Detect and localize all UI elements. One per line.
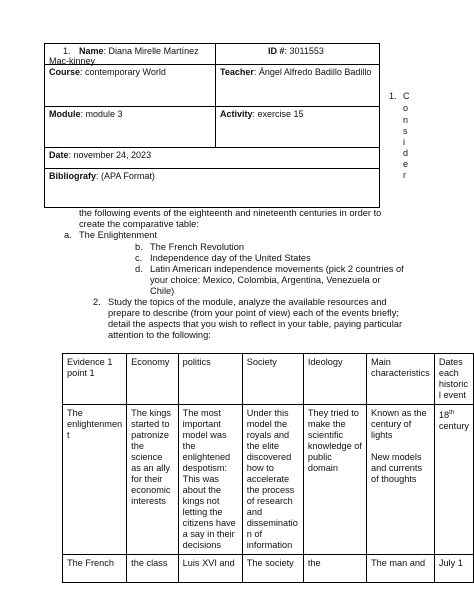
list-item-latam-independence-cont: Chile)	[150, 286, 175, 296]
list-marker: c.	[135, 253, 143, 263]
header-dates: Dates each historic l event	[434, 354, 473, 405]
header-ideology: Ideology	[303, 354, 366, 405]
name-cell	[44, 43, 216, 65]
side-letter: i	[403, 137, 405, 147]
course-cell	[44, 64, 216, 107]
list-item-latam-independence: Latin American independence movements (pick 2 countries of	[150, 264, 404, 274]
table-header-row	[63, 354, 474, 405]
cell-evidence: The French	[63, 555, 127, 583]
cell-dates: 18th century	[434, 405, 473, 555]
side-letter: r	[403, 170, 406, 180]
module-value: : module 3	[80, 109, 123, 119]
side-letter: o	[403, 103, 409, 113]
instruction-step-2-cont: attention to the following:	[108, 330, 211, 340]
id-label: ID #	[268, 46, 285, 56]
cell-politics: The most important model was the enlightened despotism: This was about the kings not letting the citizens have a say in their decisions	[178, 405, 242, 555]
teacher-label: Teacher	[220, 67, 254, 77]
side-number: 1.	[389, 91, 397, 101]
cell-economy: the class	[127, 555, 178, 583]
activity-value: : exercise 15	[252, 109, 304, 119]
side-letter: e	[403, 159, 409, 169]
list-marker: d.	[135, 264, 143, 274]
instruction-line: the following events of the eighteenth and nineteenth centuries in order to	[79, 208, 382, 218]
list-item-french-revolution: The French Revolution	[150, 242, 245, 252]
cell-evidence: The enlightenmen t	[63, 405, 127, 555]
course-label: Course	[49, 67, 81, 77]
name-value: : Diana Mirelle Martínez Mac-kinney	[49, 46, 199, 66]
cell-dates: July 1	[434, 555, 473, 583]
activity-cell	[215, 106, 380, 148]
module-label: Module	[49, 109, 81, 119]
activity-label: Activity	[220, 109, 253, 119]
list-item-enlightenment: The Enlightenment	[79, 230, 158, 240]
instruction-step-2-cont: detail the aspects that you wish to reflect in your table, paying particular	[108, 319, 403, 329]
item-number: 1.	[63, 46, 71, 56]
module-cell	[44, 106, 216, 148]
cell-society: The society	[242, 555, 303, 583]
name-label: Name	[79, 46, 104, 56]
date-label: Date	[49, 150, 69, 160]
id-cell	[215, 43, 380, 65]
table-row	[63, 405, 474, 555]
side-letter: C	[403, 91, 410, 101]
list-item-latam-independence-cont: your choice: Mexico, Colombia, Argentina, Venezuela or	[150, 275, 381, 285]
date-value: : november 24, 2023	[68, 150, 152, 160]
course-value: : contemporary World	[80, 67, 166, 77]
header-society: Society	[242, 354, 303, 405]
cell-society: Under this model the royals and the elite discovered how to accelerate the process of research and disseminatio n of information	[242, 405, 303, 555]
bibliography-label: Bibliografy	[49, 171, 97, 181]
cell-ideology: the	[303, 555, 366, 583]
instruction-step-2: Study the topics of the module, analyze the available resources and	[108, 297, 387, 307]
cell-main-characteristics: Known as the century of lights New models and currents of thoughts	[366, 405, 434, 555]
instruction-step-2-cont: prepare to describe (from your point of view) each of the events briefly;	[108, 308, 399, 318]
date-cell	[44, 147, 380, 169]
teacher-cell	[215, 64, 380, 107]
cell-economy: The kings started to patronize the science as an ally for their economic interests	[127, 405, 178, 555]
header-economy: Economy	[127, 354, 178, 405]
comparative-table	[62, 353, 474, 583]
cell-main-characteristics: The man and	[366, 555, 434, 583]
id-value: : 3011553	[284, 46, 324, 56]
bibliography-value: : (APA Format)	[96, 171, 155, 181]
side-letter: d	[403, 148, 409, 158]
side-letter: s	[403, 126, 408, 136]
list-marker: b.	[135, 242, 143, 252]
list-marker: 2.	[93, 297, 101, 307]
header-evidence: Evidence 1 point 1	[63, 354, 127, 405]
list-item-us-independence: Independence day of the United States	[150, 253, 311, 263]
bibliography-cell	[44, 168, 380, 208]
list-marker: a.	[64, 230, 72, 240]
instruction-line: create the comparative table:	[79, 219, 199, 229]
table-row	[63, 555, 474, 583]
cell-ideology: They tried to make the scientific knowledge of public domain	[303, 405, 366, 555]
cell-politics: Luis XVI and	[178, 555, 242, 583]
header-main-characteristics: Main characteristics	[366, 354, 434, 405]
side-letter: n	[403, 115, 409, 125]
header-politics: politics	[178, 354, 242, 405]
teacher-value: : Ángel Alfredo Badillo Badillo	[253, 67, 372, 77]
